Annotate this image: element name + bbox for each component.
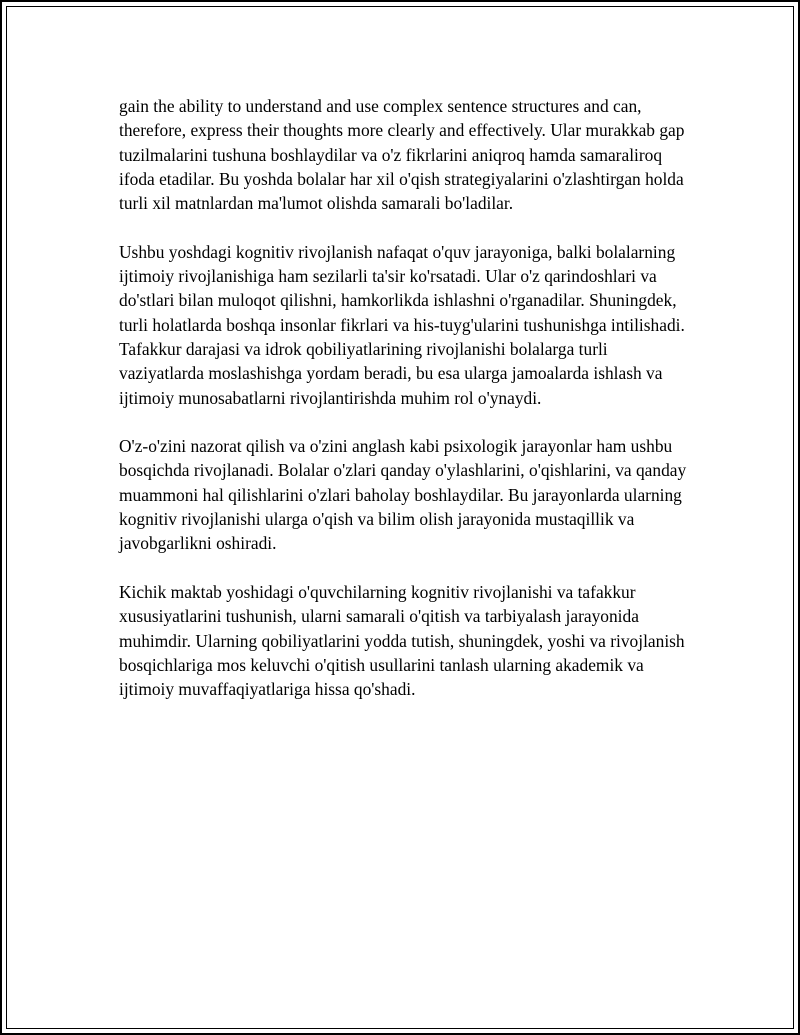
paragraph-3: O'z-o'zini nazorat qilish va o'zini anglash kabi psixologik jarayonlar ham ushbu bosqichda rivojlanadi. Bolalar o'zlari qanday o'ylashlarini, o'qishlarini, va qanday muammoni hal qilishlarini o'zlari baholay boshlaydilar. Bu jarayonlarda ularning kognitiv rivojlanishi ularga o'qish va bilim olish jarayonida mustaqillik va javobgarlikni oshiradi. [119, 436, 687, 554]
paragraph-1: gain the ability to understand and use complex sentence structures and can, therefore, express their thoughts more clearly and effectively. Ular murakkab gap tuzilmalarini tushuna boshlaydilar va o'z fikrlarini aniqroq hamda samaraliroq ifoda etadilar. Bu yoshda bolalar har xil o'qish strategiyalarini o'zlashtirgan holda turli xil matnlardan ma'lumot olishda samarali bo'ladilar. [119, 96, 685, 214]
document-body [119, 94, 689, 726]
paragraph-2: Ushbu yoshdagi kognitiv rivojlanish nafaqat o'quv jarayoniga, balki bolalarning ijtimoiy rivojlanishiga ham sezilarli ta'sir ko'rsatadi. Ular o'z qarindoshlari va do'stlari bilan muloqot qilishni, hamkorlikda ishlashni o'rganadilar. Shuningdek, turli holatlarda boshqa insonlar fikrlari va his-tuyg'ularini tushunishga intilishadi. Tafakkur darajasi va idrok qobiliyatlarining rivojlanishi bolalarga turli vaziyatlarda moslashishga yordam beradi, bu esa ularga jamoalarda ishlash va ijtimoiy munosabatlarni rivojlantirishda muhim rol o'ynaydi. [119, 241, 685, 408]
paragraph-4: Kichik maktab yoshidagi o'quvchilarning kognitiv rivojlanishi va tafakkur xususiyatlarini tushunish, ularni samarali o'qitish va tarbiyalash jarayonida muhimdir. Ularning qobiliyatlarini yodda tutish, shuningdek, yoshi va rivojlanish bosqichlariga mos keluvchi o'qitish usullarini tanlash ularning akademik va ijtimoiy muvaffaqiyatlariga hissa qo'shadi. [119, 581, 685, 700]
